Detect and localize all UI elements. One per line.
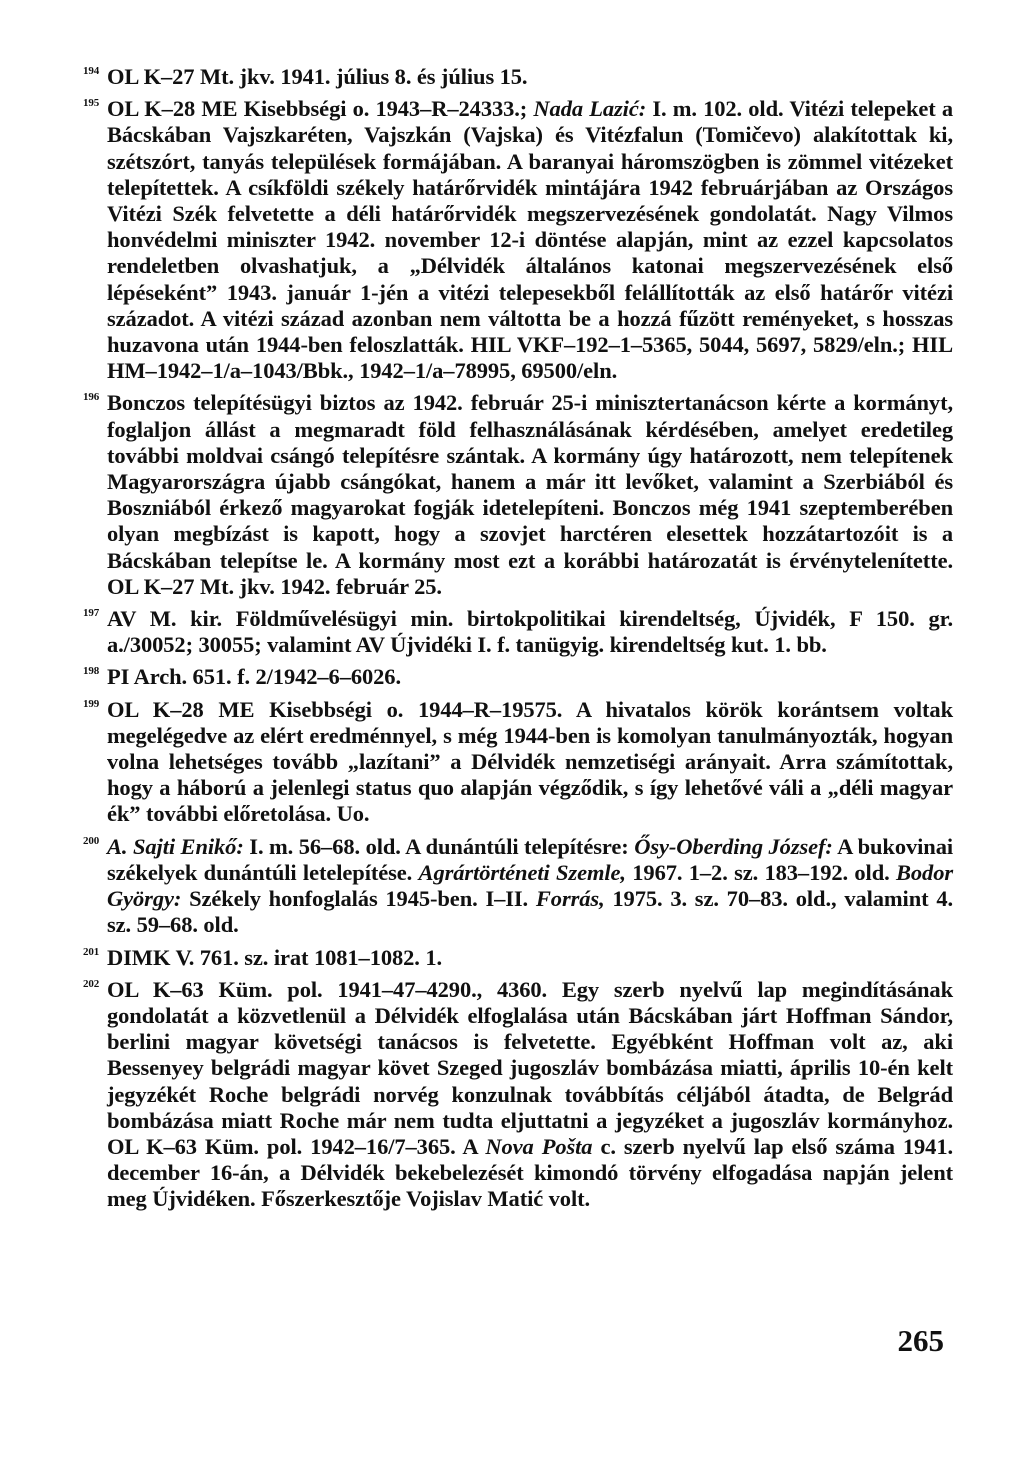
footnote (83, 696, 953, 828)
footnote-number: 196 (83, 391, 100, 404)
footnote-text-italic: Bodor György: (107, 859, 953, 912)
footnote-number: 197 (83, 607, 100, 620)
footnote-text: 1967. 1–2. sz. 183–192. old. (625, 859, 896, 885)
footnote-text-italic: A. Sajti Enikő: (107, 833, 244, 859)
footnote-text: OL K–28 ME Kisebbségi o. 1943–R–24333.; (107, 96, 534, 122)
footnote-number: 200 (83, 834, 100, 847)
footnote-text-italic: Nova Pošta (485, 1133, 593, 1159)
footnote-text-italic: Nada Lazić: (533, 96, 647, 122)
footnote (83, 64, 953, 90)
footnote-text: Bonczos telepítésügyi biztos az 1942. február 25-i minisztertanácson kérte a kormányt, foglaljon állást a megmaradt föld felhasználásának kérdésében, amelyet eredetileg további moldvai csángó telepítésre szántak. A kormány úgy határozott, nem telepítenek Magyarországra újabb csángókat, hanem a már itt levőket, valamint a Szerbiából és Boszniából érkező magyarokat fogják idetelepíteni. Bonczos még 1941 szeptemberében olyan megbízást is kapott, hogy a szovjet harctéren elesettek hozzátartozóit is a Bácskában telepítse le. A kormány most ezt a korábbi határozatát is érvénytelenítette. OL K–27 Mt. jkv. 1942. február 25. (107, 390, 953, 599)
footnote-text: AV M. kir. Földművelésügyi min. birtokpolitikai kirendeltség, Újvidék, F 150. gr. a./30052; 30055; valamint AV Újvidéki I. f. tanügyig. kirendeltség kut. 1. bb. (107, 606, 953, 658)
footnote-text: c. szerb nyelvű lap első száma 1941. december 16-án, a Délvidék bekebelezését kimondó törvény elfogadása napján jelent meg Újvidéken. Főszerkesztője Vojislav Matić volt. (107, 1133, 953, 1212)
footnote-number: 195 (83, 97, 100, 110)
footnote-text: 1975. 3. sz. 70–83. old., valamint 4. sz. 59–68. old. (107, 886, 953, 938)
footnote-text-italic: Ősy-Oberding József: (634, 833, 833, 859)
footnote-text: OL K–27 Mt. jkv. 1941. július 8. és július 15. (107, 64, 528, 89)
footnote-text: I. m. 102. old. Vitézi telepeket a Bácskában Vajszkaréten, Vajszkán (Vajska) és Vitézfalun (Tomičevo) alakítottak ki, szétszórt, tanyás települések formájában. A baranyai háromszögben is zömmel vitézeket telepítettek. A csíkföldi székely határőrvidék mintájára 1942 februárjában az Országos Vitézi Szék felvetette a déli határőrvidék megszervezésének gondolatát. Nagy Vilmos honvédelmi miniszter 1942. november 12-i döntése alapján, mint az ezzel kapcsolatos rendeletben olvashatjuk, a „Délvidék általános katonai megszervezésének első lépéseként” 1943. január 1-jén a vitézi telepesekből felállították az első határőr vitézi századot. A vitézi század azonban nem váltotta be a hozzá fűzött reményeket, s hosszas huzavona után 1944-ben feloszlatták. HIL VKF–192–1–5365, 5044, 5697, 5829/eln.; HIL HM–1942–1/a–1043/Bbk., 1942–1/a–78995, 69500/eln. (107, 96, 953, 384)
footnote-text: OL K–63 Küm. pol. 1941–47–4290., 4360. Egy szerb nyelvű lap megindításának gondolatát a közvetlenül a Délvidék elfoglalása után Bácskában járt Hoffman Sándor, berlini magyar követségi tanácsos is felvetette. Egyébként Hoffman volt az, aki Bessenyey belgrádi magyar követ Szeged jugoszláv bombázása miatti, április 10-én kelt jegyzékét Roche belgrádi norvég konzulnak továbbítás céljából átadta, de Belgrád bombázása miatt Roche már nem tudta eljuttatni a jegyzéket a jugoszláv kormányhoz. OL K–63 Küm. pol. 1942–16/7–365. A (107, 976, 953, 1159)
footnote (83, 944, 953, 971)
footnote-text-italic: Forrás, (535, 886, 605, 912)
footnote (83, 664, 953, 690)
footnote-text: DIMK V. 761. sz. irat 1081–1082. 1. (107, 944, 443, 970)
footnote-text: I. m. 56–68. old. A dunántúli telepítésre: (243, 833, 635, 859)
footnote-number: 201 (83, 945, 100, 958)
footnote-text: OL K–28 ME Kisebbségi o. 1944–R–19575. A hivatalos körök korántsem voltak megelégedve az elért eredménnyel, s még 1944-ben is komolyan tanulmányozták, hogyan volna lehetséges tovább „lazítani” a Délvidék nemzetiségi arányait. Arra számítottak, hogy a háború a jelenlegi status quo alapján végződik, s így lehetővé váli a „déli magyar ék” további előretolása. Uo. (107, 696, 953, 827)
footnote-number: 199 (83, 697, 100, 710)
footnote-number: 202 (83, 977, 100, 990)
footnote-number: 194 (83, 65, 100, 77)
footnote-text-italic: Agrártörténeti Szemle, (418, 859, 626, 885)
footnotes-block (83, 64, 954, 1219)
footnote (83, 833, 954, 939)
footnote (83, 96, 953, 384)
footnote (83, 606, 953, 658)
footnote-text: PI Arch. 651. f. 2/1942–6–6026. (107, 664, 401, 690)
footnote-text: A bukovinai székelyek dunántúli letelepítése. (107, 833, 954, 885)
footnote (83, 390, 953, 600)
footnote-text: Székely honfoglalás 1945-ben. I–II. (181, 886, 536, 912)
page-number: 265 (897, 1323, 944, 1358)
footnote (83, 976, 953, 1213)
footnote-number: 198 (83, 665, 100, 678)
